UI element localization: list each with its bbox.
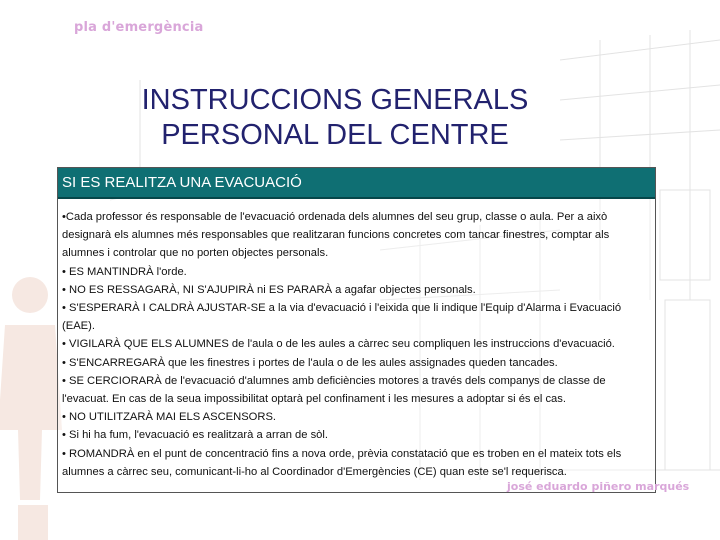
instructions-card xyxy=(57,167,656,493)
instruction-item: • VIGILARÀ QUE ELS ALUMNES de l'aula o de les aules a càrrec seu compliquen les instruccions d'evacuació. xyxy=(62,338,615,351)
instruction-item: •Cada professor és responsable de l'evacuació ordenada dels alumnes del seu grup, classe o aula. Per a això designarà els alumnes més responsables que realitzaran funcions concretes com tancar finestres, comptar als alumnes i controlar que no porten objectes personals. xyxy=(62,211,610,260)
section-header: SI ES REALITZA UNA EVACUACIÓ xyxy=(58,168,655,199)
instructions-list xyxy=(58,199,655,481)
instruction-item: • ROMANDRÀ en el punt de concentració fins a nova orde, prèvia constatació que es troben en el mateix tots els alumnes a càrrec seu, comunicant-li-ho al Coordinador d'Emergències (CE) quan este se'l requerisca. xyxy=(62,447,622,478)
instruction-item: • NO UTILITZARÀ MAI ELS ASCENSORS. xyxy=(62,411,277,424)
instruction-item: • S'ENCARREGARÀ que les finestres i portes de l'aula o de les aules assignades queden tancades. xyxy=(62,356,558,369)
figure-silhouette-icon xyxy=(0,277,62,540)
instruction-item: • SE CERCIORARÀ de l'evacuació d'alumnes amb deficiències motores a través dels companys de classe de l'evacuat. En cas de la seua impossibilitat optarà pel confinament i les mesures a adoptar si és el cas. xyxy=(62,374,606,406)
brand-label: pla d'emergència xyxy=(74,20,204,35)
page-title xyxy=(0,83,670,153)
page-title-line-1: INSTRUCCIONS GENERALS xyxy=(141,84,529,117)
author-credit: josé eduardo piñero marqués xyxy=(507,480,690,493)
instruction-item: • S'ESPERARÀ I CALDRÀ AJUSTAR-SE a la via d'evacuació i l'eixida que li indique l'Equip d'Alarma i Evacuació (EAE). xyxy=(62,302,622,333)
instruction-item: • NO ES RESSAGARÀ, NI S'AJUPIRÀ ni ES PARARÀ a agafar objectes personals. xyxy=(62,283,476,296)
instruction-item: • Si hi ha fum, l'evacuació es realitzarà a arran de sòl. xyxy=(62,429,328,442)
instruction-item: • ES MANTINDRÀ l'orde. xyxy=(62,265,187,278)
page-title-line-2: PERSONAL DEL CENTRE xyxy=(161,119,509,152)
